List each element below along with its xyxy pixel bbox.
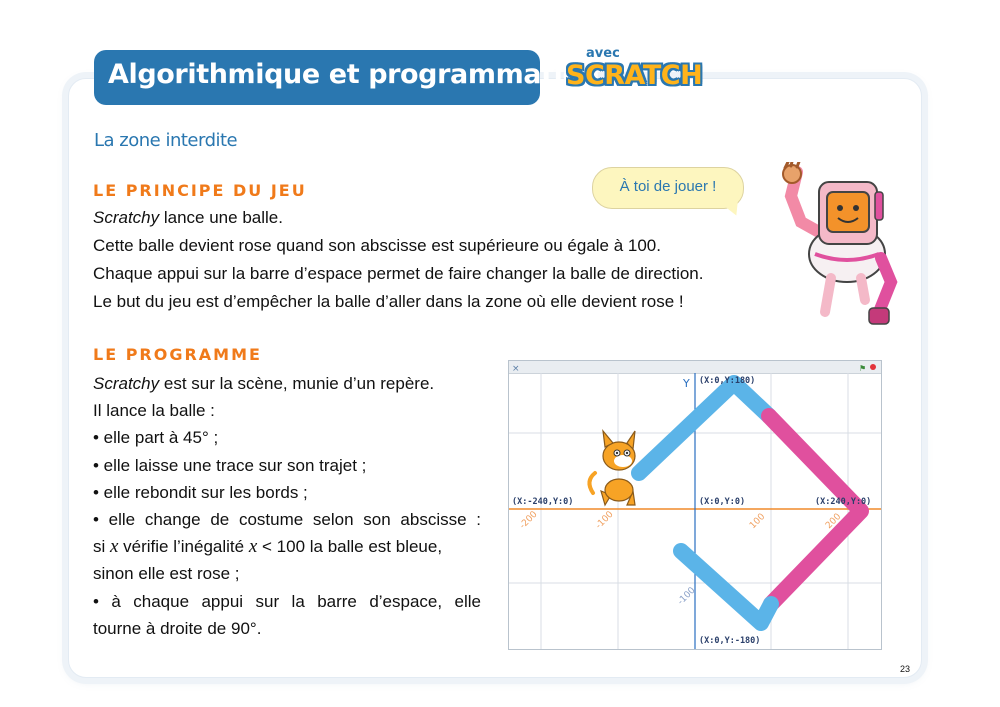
- tick-y-m100: -100: [676, 585, 698, 608]
- robot-mascot-icon: [775, 162, 910, 337]
- label-bottom: (X:0,Y:-180): [699, 636, 761, 646]
- bullet-5: • à chaque appui sur la barre d’espace, elle: [93, 591, 481, 611]
- stage-canvas: [509, 361, 881, 649]
- programme-text: [93, 370, 481, 642]
- green-flag-icon[interactable]: ⚑: [859, 364, 867, 373]
- principe-heading: LE PRINCIPE DU JEU: [93, 181, 307, 200]
- programme-line-1-text: est sur la scène, munie d’un repère.: [159, 374, 435, 393]
- principe-line-1-text: lance une balle.: [159, 208, 283, 227]
- y-axis-label: Y: [683, 377, 690, 390]
- scratchy-name-2: Scratchy: [93, 374, 160, 393]
- label-right: (X:240,Y:0): [815, 497, 872, 507]
- condition-line-2: sinon elle est rose ;: [93, 564, 240, 584]
- bullet-3: • elle rebondit sur les bords ;: [93, 482, 308, 502]
- bullet-5-line-2: tourne à droite de 90°.: [93, 618, 262, 638]
- stop-icon[interactable]: [870, 364, 876, 370]
- condition-line: [93, 533, 481, 560]
- programme-heading: LE PROGRAMME: [93, 345, 262, 364]
- cond-var: x: [110, 536, 119, 558]
- label-origin: (X:0,Y:0): [699, 497, 746, 507]
- principe-line-4: Le but du jeu est d’empêcher la balle d’aller dans la zone où elle devient rose !: [93, 292, 684, 311]
- principe-line-3: Chaque appui sur la barre d’espace permet de faire changer la balle de direction.: [93, 264, 704, 283]
- programme-line-2: Il lance la balle :: [93, 401, 215, 421]
- programme-line-1: [93, 370, 481, 397]
- bullet-2: • elle laisse une trace sur son trajet ;: [93, 455, 367, 475]
- scratchy-name: Scratchy: [93, 208, 160, 227]
- tick-m200: -200: [518, 509, 540, 532]
- tick-200: 200: [824, 511, 844, 532]
- avec-label: avec: [586, 46, 620, 61]
- cond-post: < 100 la balle est bleue,: [257, 537, 443, 557]
- speech-bubble-text: À toi de jouer !: [619, 178, 717, 195]
- stage-close-icon[interactable]: ×: [512, 364, 520, 374]
- cond-pre: si: [93, 537, 110, 557]
- page-number: 23: [900, 664, 911, 674]
- page-title: Algorithmique et programmation: [108, 59, 600, 90]
- bullet-1: • elle part à 45° ;: [93, 428, 219, 448]
- cond-mid: vérifie l’inégalité: [118, 537, 249, 557]
- scratch-logo: SCRATCH: [566, 60, 703, 91]
- section-subtitle: La zone interdite: [94, 130, 238, 151]
- cond-var-2: x: [248, 536, 258, 558]
- tick-100: 100: [748, 511, 768, 532]
- tick-m100: -100: [594, 509, 616, 532]
- scratch-cat-icon: [589, 431, 635, 505]
- principe-line-1: [93, 204, 283, 232]
- scratch-stage: [508, 360, 882, 650]
- label-top: (X:0,Y:180): [699, 376, 756, 386]
- bullet-4: • elle change de costume selon son abscisse :: [93, 510, 481, 530]
- label-left: (X:-240,Y:0): [512, 497, 574, 507]
- title-banner: [94, 50, 600, 105]
- principe-line-2: Cette balle devient rose quand son abscisse est supérieure ou égale à 100.: [93, 236, 661, 255]
